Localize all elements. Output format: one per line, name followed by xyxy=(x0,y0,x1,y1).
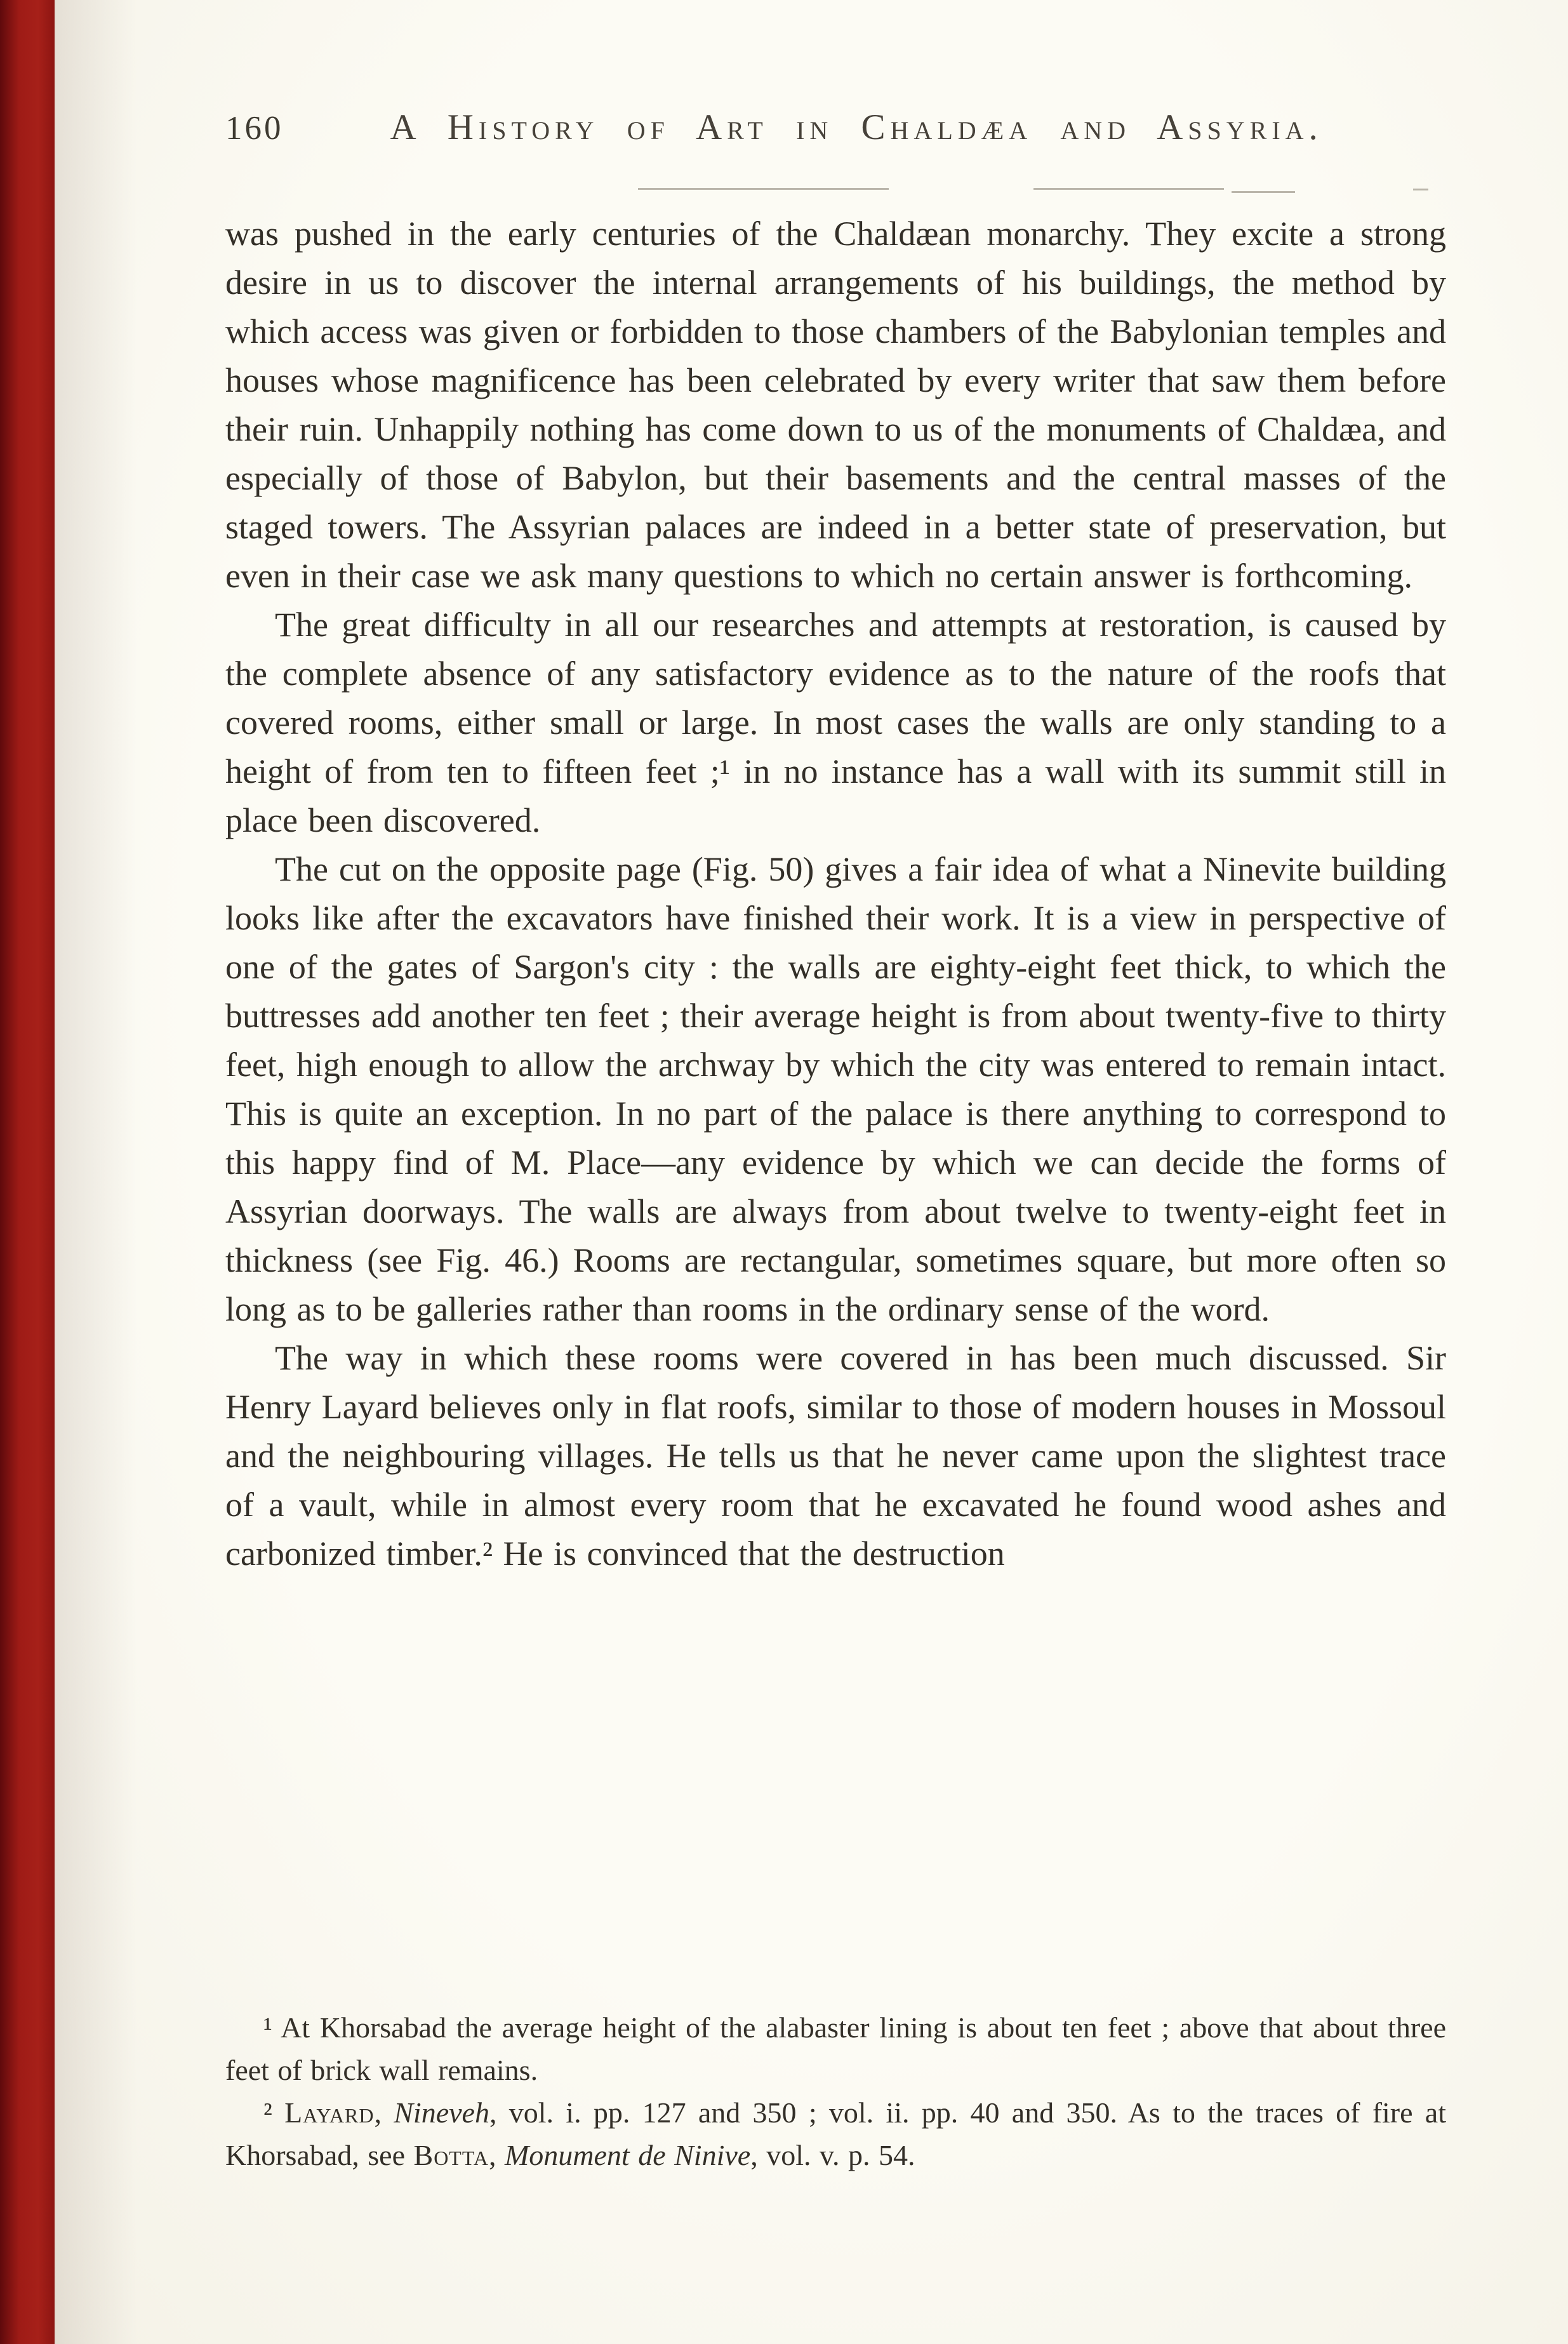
footnote-author-botta: Botta xyxy=(413,2139,489,2171)
header-rule-segment xyxy=(1232,191,1295,193)
footnote-text: , xyxy=(488,2139,505,2171)
header-rule-segment xyxy=(638,188,889,190)
footnote: ¹ At Khorsabad the average height of the alabaster lining is about ten feet ; above that about three feet of brick wall remains. xyxy=(225,2011,1446,2086)
paragraph: The way in which these rooms were covered in has been much discussed. Sir Henry Layard believes only in flat roofs, similar to those of modern houses in Mossoul and the neighbouring villages. He tells us that he never came upon the slightest trace of a vault, while in almost every room that he excavated he found wood ashes and carbonized timber.² He is convinced that the destruction xyxy=(225,1339,1446,1573)
header-rule-segment xyxy=(1413,189,1428,190)
footnote xyxy=(225,2091,1446,2176)
footnote-text: , xyxy=(374,2096,394,2129)
footnote-marker: ² xyxy=(263,2096,285,2129)
paragraph: was pushed in the early centuries of the Chaldæan monarchy. They excite a strong desire in us to discover the internal arrangements of his buildings, the method by which access was given or forbidden to those chambers of the Babylonian temples and houses whose magnificence has been celebrated by every writer that saw them before their ruin. Unhappily nothing has come down to us of the monuments of Chaldæa, and especially of those of Babylon, but their basements and the central masses of the staged towers. The Assyrian palaces are indeed in a better state of preservation, but even in their case we ask many questions to which no certain answer is forthcoming. xyxy=(225,215,1446,595)
footnote-work-monument-de-ninive: Monument de Ninive xyxy=(504,2139,751,2171)
footnote-work-nineveh: Nineveh xyxy=(394,2096,489,2129)
header-rule-segment xyxy=(1033,188,1224,190)
paragraph: The cut on the opposite page (Fig. 50) gives a fair idea of what a Ninevite building looks like after the excavators have finished their work. It is a view in perspective of one of the gates of Sargon's city : the walls are eighty-eight feet thick, to which the buttresses add another ten feet ; their average height is from about twenty-five to thirty feet, high enough to allow the archway by which the city was entered to remain intact. This is quite an exception. In no part of the palace is there anything to correspond to this happy find of M. Place—any evidence by which we can decide the forms of Assyrian doorways. The walls are always from about twelve to twenty-eight feet in thickness (see Fig. 46.) Rooms are rectangular, sometimes square, but more often so long as to be galleries rather than rooms in the ordinary sense of the word. xyxy=(225,850,1446,1328)
running-title: A History of Art in Chaldæa and Assyria. xyxy=(390,107,1323,147)
footnote-author-layard: Layard xyxy=(284,2096,375,2129)
footnote-text: , vol. i. pp. 127 and 350 ; vol. ii. pp. 40 and 350. As to the traces of fire at Khorsabad, see xyxy=(225,2096,1447,2171)
book-binding-edge xyxy=(0,0,55,2344)
page-text xyxy=(225,210,1446,1578)
paragraph: The great difficulty in all our researches and attempts at restoration, is caused by the complete absence of any satisfactory evidence as to the nature of the roofs that covered rooms, either small or large. In most cases the walls are only standing to a height of from ten to fifteen feet ;¹ in no instance has a wall with its summit still in place been discovered. xyxy=(225,606,1446,839)
footnote-text: , vol. v. p. 54. xyxy=(750,2139,915,2171)
gutter-shadow xyxy=(55,0,137,2344)
page-header xyxy=(225,107,1447,148)
footnotes xyxy=(225,2006,1446,2176)
page-number: 160 xyxy=(225,110,284,147)
